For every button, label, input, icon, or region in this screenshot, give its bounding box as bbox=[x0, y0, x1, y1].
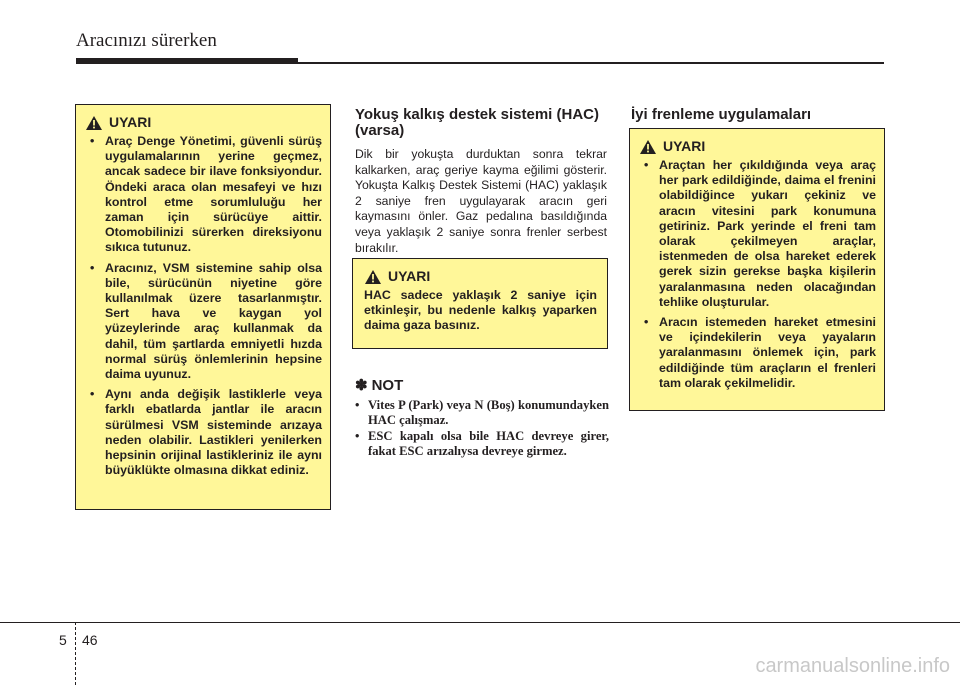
warning-item: • Aynı anda değişik lastiklerle veya farklı ebatlarda jantlar ile aracın sürülmesi VSM sisteminde arızaya neden olabilir. Lastikleri yenilerken hepsinin orijinal lastikleriniz ile aynı büyüklükte olmasına dikkat ediniz. bbox=[85, 387, 322, 478]
header-rule-thick bbox=[76, 58, 298, 64]
header-rule-thin bbox=[298, 62, 884, 64]
warning-item: • Aracınız, VSM sistemine sahip olsa bile, sürücünün niyetine göre kullanılmak üzere tasarlanmıştır. Sert hava ve kaygan yol yüzeylerinde araç kullanmak da dahil, tüm şartlarda emniyetli hızda normal sürüş önlemlerinin hepsine daima uyunuz. bbox=[85, 261, 322, 383]
warning-item: • Aracın istemeden hareket etmesini ve içindekilerin veya yayaların yaralanmasını önlemek için, park edildiğinde tüm araçların el frenleri tam olarak çekilmelidir. bbox=[639, 315, 876, 391]
vsm-warning-box bbox=[75, 104, 331, 510]
warning-title: UYARI bbox=[388, 268, 431, 285]
note-header bbox=[355, 376, 403, 394]
warning-header bbox=[639, 139, 876, 155]
warning-text: HAC sadece yaklaşık 2 saniye için etkinleşir, bu nedenle kalkış yaparken daima gaza basınız. bbox=[364, 288, 597, 332]
footer-rule bbox=[0, 622, 960, 623]
warning-header bbox=[85, 115, 322, 131]
watermark: carmanualsonline.info bbox=[755, 655, 950, 677]
warning-title: UYARI bbox=[109, 114, 152, 131]
warning-list bbox=[639, 158, 876, 391]
note-list bbox=[355, 398, 609, 460]
warning-title: UYARI bbox=[663, 138, 706, 155]
warning-item: • Araç Denge Yönetimi, güvenli sürüş uygulamalarının yerine geçmez, ancak sadece bir ilave fonksiyondur. Öndeki araca olan mesafeyi ve hızı kontrol etme sorumluluğu her zaman için sürücüye aittir. Otomobilinizi sürerken direksiyonu sıkıca tutunuz. bbox=[85, 134, 322, 256]
page-header-title: Aracınızı sürerken bbox=[76, 30, 217, 51]
hac-warning-box bbox=[352, 258, 608, 349]
note-title: NOT bbox=[371, 376, 404, 394]
note-item: • Vites P (Park) veya N (Boş) konumundayken HAC çalışmaz. bbox=[355, 398, 609, 429]
warning-triangle-icon bbox=[364, 269, 382, 285]
warning-item: • Araçtan her çıkıldığında veya araç her park edildiğinde, daima el frenini olabildiğince yukarı çekiniz ve aracın vitesini park konumuna getiriniz. Park yerinde el freni tam olarak çekilmeyen araçlar, istenmeden de olsa hareket ederek gerek sizin gerekse başka kişilerin yaralanmasına neden olacağından tehlike oluşturular. bbox=[639, 158, 876, 310]
chapter-number: 5 bbox=[59, 632, 67, 648]
note-item: • ESC kapalı olsa bile HAC devreye girer, fakat ESC arızalıysa devreye girmez. bbox=[355, 429, 609, 460]
hac-paragraph: Dik bir yokuşta durduktan sonra tekrar kalkarken, araç geriye kayma eğilimi gösterir. Yokuşta Kalkış Destek Sistemi (HAC) yaklaşık 2 saniye fren uygulayarak aracın geri kaymasını önler. Gaz pedalına basıldığında veya yaklaşık 2 saniye sonra frenler serbest bırakılır. bbox=[355, 147, 607, 255]
warning-triangle-icon bbox=[639, 139, 657, 155]
braking-section-title: İyi frenleme uygulamaları bbox=[631, 106, 812, 123]
page-number: 46 bbox=[82, 632, 98, 648]
warning-list bbox=[85, 134, 322, 478]
warning-header bbox=[364, 269, 597, 285]
footer-divider bbox=[75, 622, 76, 685]
warning-triangle-icon bbox=[85, 115, 103, 131]
braking-warning-box bbox=[629, 128, 885, 411]
note-asterisk-icon: ✽ bbox=[355, 377, 368, 394]
hac-section-title: Yokuş kalkış destek sistemi (HAC) (varsa) bbox=[355, 106, 599, 139]
